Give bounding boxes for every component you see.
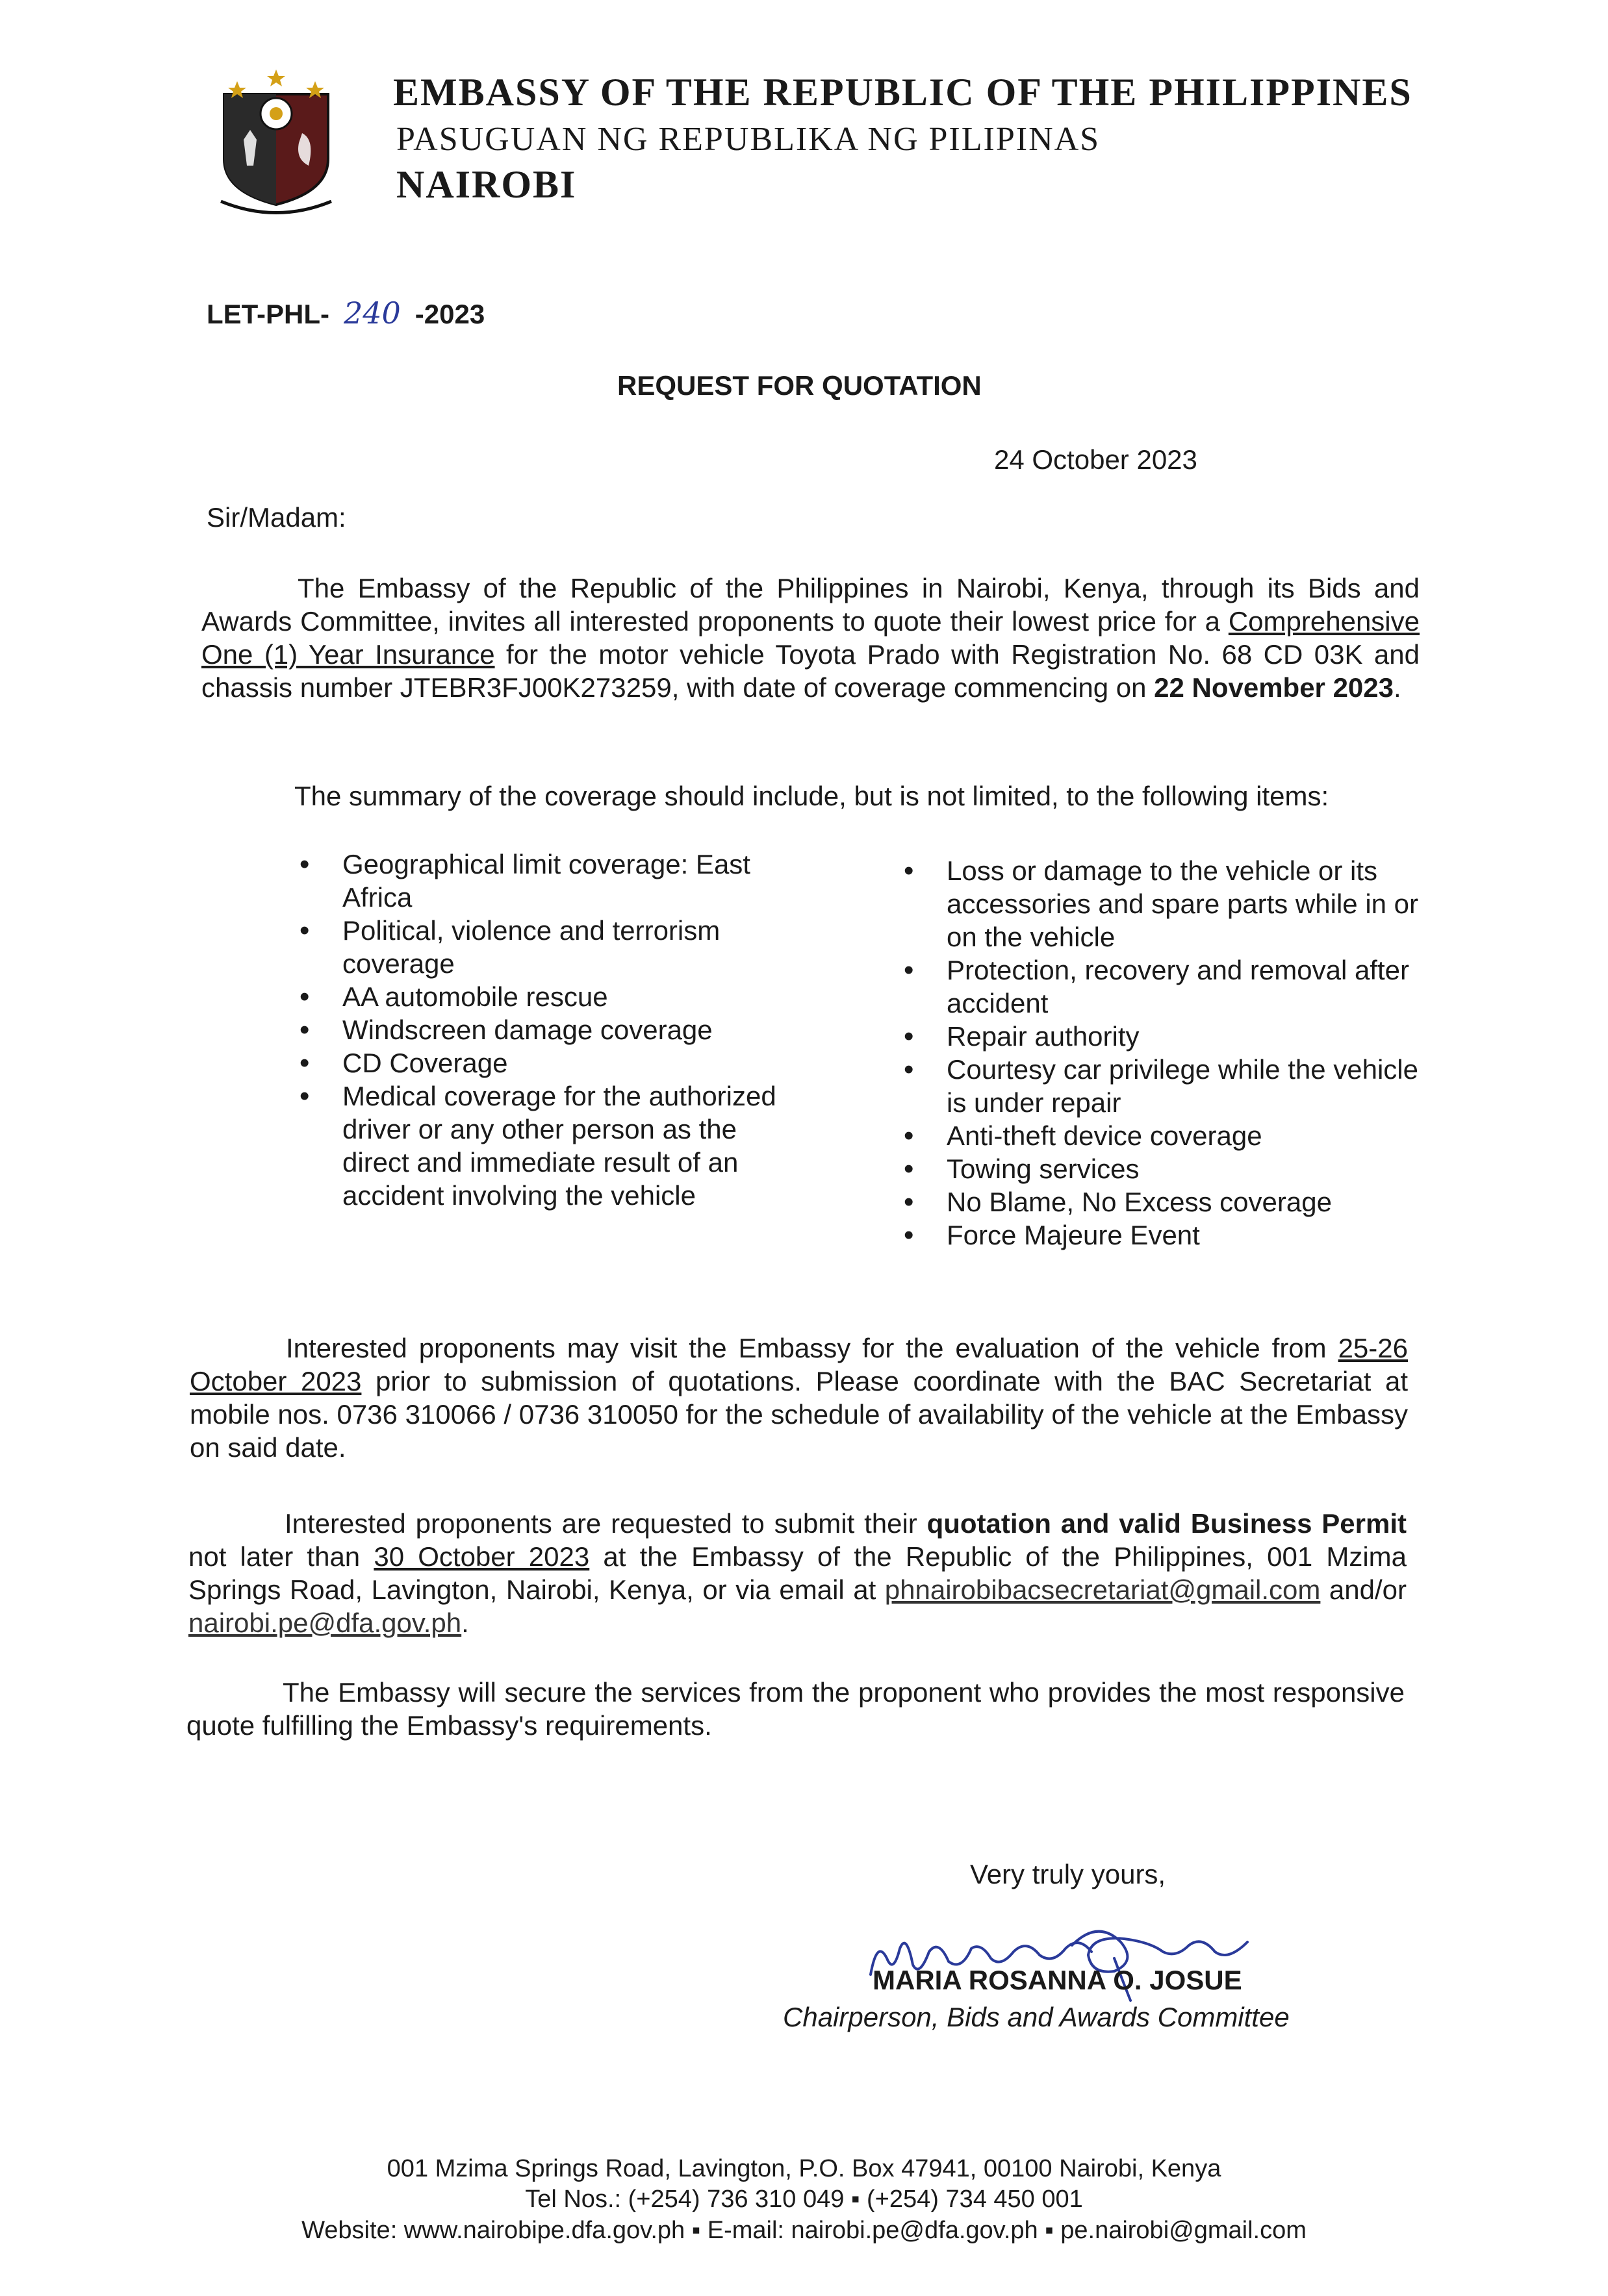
embassy-name-english: EMBASSY OF THE REPUBLIC OF THE PHILIPPINES bbox=[393, 71, 1412, 114]
letter-reference bbox=[207, 296, 485, 331]
signatory-name: MARIA ROSANNA O. JOSUE bbox=[873, 1965, 1242, 1995]
signatory-role: Chairperson, Bids and Awards Committee bbox=[783, 2002, 1290, 2032]
required-documents: quotation and valid Business Permit bbox=[926, 1508, 1407, 1539]
list-item: • Windscreen damage coverage bbox=[296, 1013, 789, 1046]
paragraph-vehicle-evaluation: Interested proponents may visit the Embassy for the evaluation of the vehicle from 25-26 October 2023 prior to submission of quotations. Please coordinate with the BAC Secretariat at mobile nos. 0736 310066 / 0736 310050 for the schedule of availability of the vehicle at the Embassy on said date. bbox=[190, 1333, 1408, 1463]
reference-suffix: -2023 bbox=[415, 299, 485, 329]
list-item: • Medical coverage for the authorized driver or any other person as the direct and immediate result of an accident involving the vehicle bbox=[296, 1079, 789, 1212]
salutation: Sir/Madam: bbox=[207, 502, 346, 533]
evaluation-dates: 25-26 October 2023 bbox=[190, 1333, 1408, 1396]
footer-phone: Tel Nos.: (+254) 736 310 049 ▪ (+254) 734 450 001 bbox=[525, 2186, 1083, 2213]
paragraph-invitation: The Embassy of the Republic of the Philippines in Nairobi, Kenya, through its Bids and Awards Committee, invites all interested proponents to quote their lowest price for a Comprehensive One (1) Year Insurance for the motor vehicle Toyota Prado with Registration No. 68 CD 03K and chassis number JTEBR3FJ00K273259, with date of coverage commencing on 22 November 2023. bbox=[201, 573, 1420, 703]
bac-secretariat-email-link[interactable]: phnairobibacsecretariat@gmail.com bbox=[884, 1574, 1321, 1605]
list-item: • Political, violence and terrorism coverage bbox=[296, 914, 789, 980]
coverage-list-left bbox=[296, 848, 789, 1212]
list-item: • No Blame, No Excess coverage bbox=[900, 1185, 1439, 1218]
submission-deadline: 30 October 2023 bbox=[374, 1541, 590, 1572]
embassy-email-link[interactable]: nairobi.pe@dfa.gov.ph bbox=[188, 1608, 462, 1638]
list-item: • Anti-theft device coverage bbox=[900, 1119, 1439, 1152]
coverage-list-right bbox=[900, 854, 1439, 1252]
closing-line: Very truly yours, bbox=[970, 1859, 1166, 1889]
document-title: REQUEST FOR QUOTATION bbox=[617, 370, 982, 401]
list-item: • Geographical limit coverage: East Africa bbox=[296, 848, 789, 914]
list-item: • CD Coverage bbox=[296, 1046, 789, 1079]
insurance-type: Comprehensive One (1) Year Insurance bbox=[201, 606, 1420, 670]
list-item: • Courtesy car privilege while the vehicle is under repair bbox=[900, 1053, 1439, 1119]
list-item: • Protection, recovery and removal after accident bbox=[900, 953, 1439, 1020]
reference-prefix: LET-PHL- bbox=[207, 299, 329, 329]
embassy-city: NAIROBI bbox=[396, 163, 577, 206]
list-item: • Loss or damage to the vehicle or its accessories and spare parts while in or on the vehicle bbox=[900, 854, 1439, 953]
footer-address: 001 Mzima Springs Road, Lavington, P.O. Box 47941, 00100 Nairobi, Kenya bbox=[387, 2155, 1221, 2182]
list-item: • AA automobile rescue bbox=[296, 980, 789, 1013]
footer-web-email: Website: www.nairobipe.dfa.gov.ph ▪ E-mail: nairobi.pe@dfa.gov.ph ▪ pe.nairobi@gmail.com bbox=[301, 2217, 1307, 2244]
list-item: • Repair authority bbox=[900, 1020, 1439, 1053]
embassy-name-filipino: PASUGUAN NG REPUBLIKA NG PILIPINAS bbox=[396, 121, 1101, 158]
letter-date: 24 October 2023 bbox=[994, 444, 1197, 475]
paragraph-award: The Embassy will secure the services from the proponent who provides the most responsive quote fulfilling the Embassy's requirements. bbox=[186, 1677, 1405, 1741]
list-item: • Towing services bbox=[900, 1152, 1439, 1185]
embassy-seal-icon bbox=[211, 62, 341, 218]
paragraph-submission: Interested proponents are requested to submit their quotation and valid Business Permit not later than 30 October 2023 at the Embassy of the Republic of the Philippines, 001 Mzima Springs Road, Lavington, Nairobi, Kenya, or via email at phnairobibacsecretariat@gmail.com and/or nairobi.pe@dfa.gov.ph. bbox=[188, 1508, 1407, 1638]
list-item: • Force Majeure Event bbox=[900, 1218, 1439, 1252]
reference-number-handwritten: 240 bbox=[343, 296, 401, 331]
paragraph-coverage-intro: The summary of the coverage should include, but is not limited, to the following items: bbox=[294, 781, 1329, 811]
coverage-start-date: 22 November 2023 bbox=[1154, 672, 1394, 703]
